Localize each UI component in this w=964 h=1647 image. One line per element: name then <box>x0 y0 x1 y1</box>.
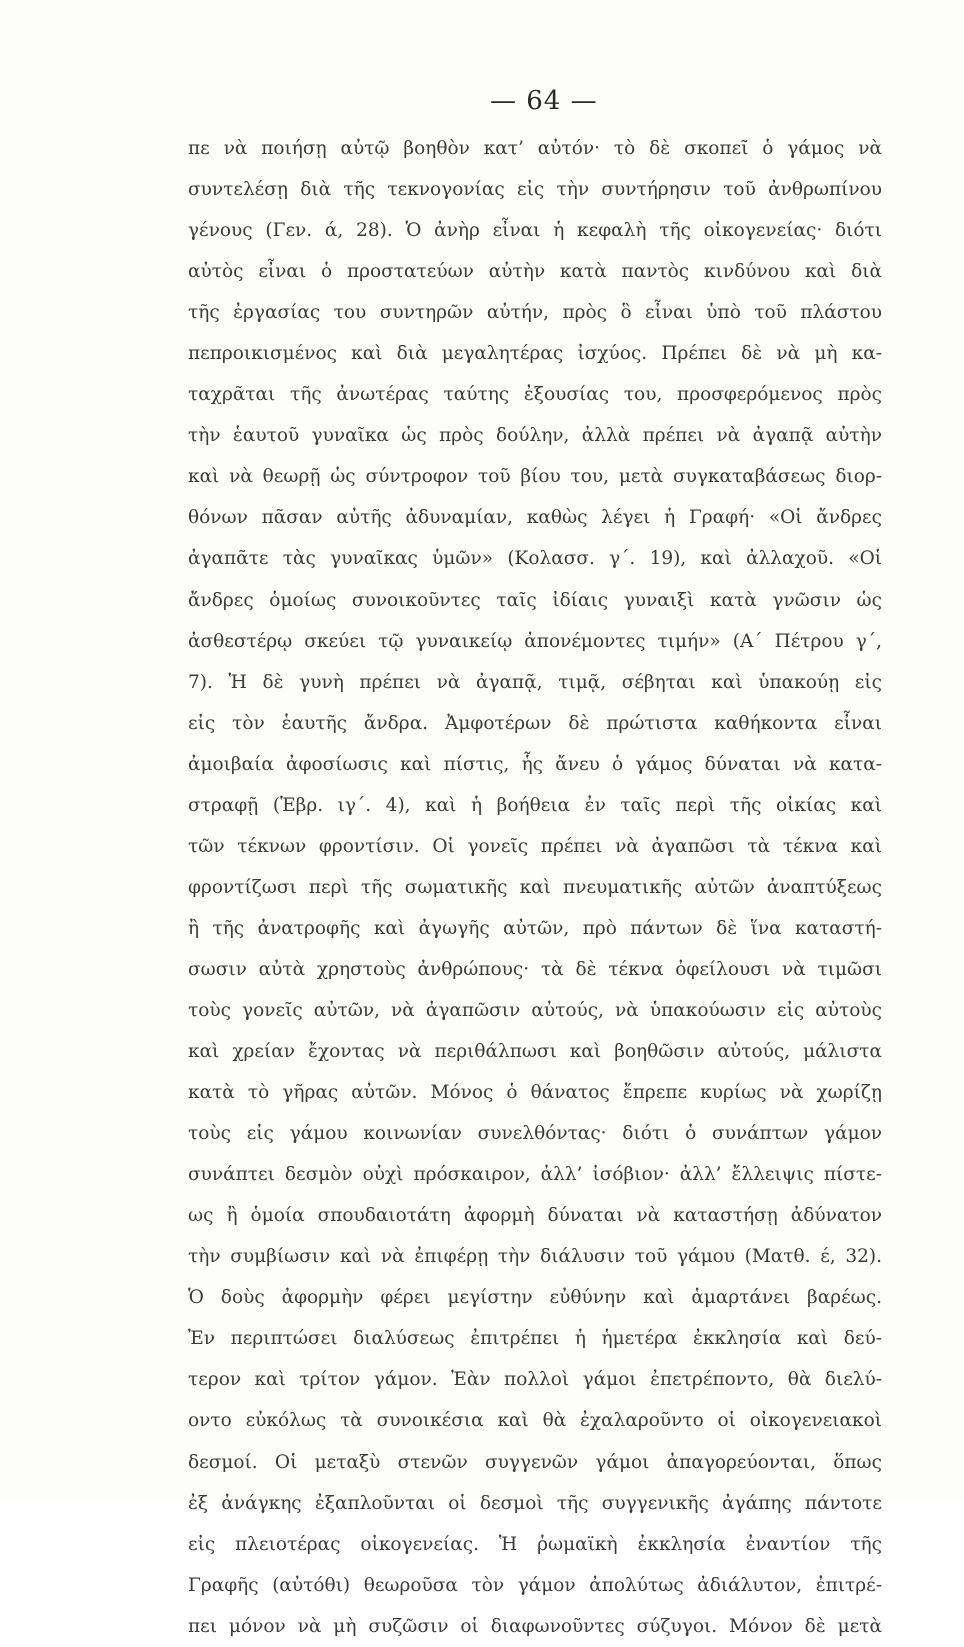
text-line: ἄνδρες ὁμοίως συνοικοῦντες ταῖς ἰδίαις γυναιξὶ κατὰ γνῶσιν ὡς <box>188 589 882 611</box>
page-number: — 64 — <box>490 86 598 116</box>
text-line: πει μόνον νὰ μὴ συζῶσιν οἱ διαφωνοῦντες σύζυγοι. Μόνον δὲ μετὰ <box>188 1615 882 1637</box>
text-line: 7). Ἡ δὲ γυνὴ πρέπει νὰ ἀγαπᾷ, τιμᾷ, σέβηται καὶ ὑπακούῃ εἰς <box>188 671 882 693</box>
text-line: Ἐν περιπτώσει διαλύσεως ἐπιτρέπει ἡ ἡμετέρα ἐκκλησία καὶ δεύ- <box>188 1328 882 1350</box>
text-line: ταχρᾶται τῆς ἀνωτέρας ταύτης ἐξουσίας του, προσφερόμενος πρὸς <box>188 384 882 406</box>
text-line: Ὁ δοὺς ἀφορμὴν φέρει μεγίστην εὐθύνην καὶ ἁμαρτάνει βαρέως. <box>188 1287 882 1309</box>
text-line: συνάπτει δεσμὸν οὐχὶ πρόσκαιρον, ἀλλ’ ἰσόβιον· ἀλλ’ ἔλλειψις πίστε- <box>188 1164 882 1186</box>
text-line: ἀγαπᾶτε τὰς γυναῖκας ὑμῶν» (Κολασσ. γ΄. 19), καὶ ἀλλαχοῦ. «Οἱ <box>188 548 882 570</box>
text-line: κατὰ τὸ γῆρας αὐτῶν. Μόνος ὁ θάνατος ἔπρεπε κυρίως νὰ χωρίζῃ <box>188 1082 882 1104</box>
text-line: τερον καὶ τρίτον γάμον. Ἐὰν πολλοὶ γάμοι ἐπετρέποντο, θὰ διελύ- <box>188 1369 882 1391</box>
text-line: εἰς τὸν ἑαυτῆς ἄνδρα. Ἀμφοτέρων δὲ πρώτιστα καθήκοντα εἶναι <box>188 712 882 734</box>
text-line: στραφῇ (Ἑβρ. ιγ΄. 4), καὶ ἡ βοήθεια ἐν ταῖς περὶ τῆς οἰκίας καὶ <box>188 794 882 816</box>
text-line: συντελέσῃ διὰ τῆς τεκνογονίας εἰς τὴν συντήρησιν τοῦ ἀνθρωπίνου <box>188 179 882 201</box>
text-line: αὐτὸς εἶναι ὁ προστατεύων αὐτὴν κατὰ παντὸς κινδύνου καὶ διὰ <box>188 261 882 283</box>
text-line: σωσιν αὐτὰ χρηστοὺς ἀνθρώπους· τὰ δὲ τέκνα ὀφείλουσι νὰ τιμῶσι <box>188 958 882 980</box>
text-line: τὴν ἑαυτοῦ γυναῖκα ὡς πρὸς δούλην, ἀλλὰ πρέπει νὰ ἀγαπᾷ αὐτὴν <box>188 425 882 447</box>
text-line: ἀσθεστέρῳ σκεύει τῷ γυναικείῳ ἀπονέμοντες τιμήν» (Α΄ Πέτρου γ΄, <box>188 630 882 652</box>
body-text <box>188 128 882 1647</box>
text-line: τῶν τέκνων φροντίσιν. Οἱ γονεῖς πρέπει νὰ ἀγαπῶσι τὰ τέκνα καὶ <box>188 835 882 857</box>
text-line: πεπροικισμένος καὶ διὰ μεγαλητέρας ἰσχύος. Πρέπει δὲ νὰ μὴ κα- <box>188 343 882 365</box>
text-line: ως ἢ ὁμοία σπουδαιοτάτη ἀφορμὴ δύναται νὰ καταστήσῃ ἀδύνατον <box>188 1205 882 1227</box>
text-line: τὴν συμβίωσιν καὶ νὰ ἐπιφέρῃ τὴν διάλυσιν τοῦ γάμου (Ματθ. έ, 32). <box>188 1246 882 1268</box>
text-line: ἐξ ἀνάγκης ἐξαπλοῦνται οἱ δεσμοὶ τῆς συγγενικῆς ἀγάπης πάντοτε <box>188 1492 882 1514</box>
text-line: θόνων πᾶσαν αὐτῆς ἀδυναμίαν, καθὼς λέγει ἡ Γραφή· «Οἱ ἄνδρες <box>188 507 882 529</box>
text-line: καὶ νὰ θεωρῇ ὡς σύντροφον τοῦ βίου του, μετὰ συγκαταβάσεως διορ- <box>188 466 882 488</box>
text-line: ἀμοιβαία ἀφοσίωσις καὶ πίστις, ἧς ἄνευ ὁ γάμος δύναται νὰ κατα- <box>188 753 882 775</box>
text-line: Γραφῆς (αὐτόθι) θεωροῦσα τὸν γάμον ἀπολύτως ἀδιάλυτον, ἐπιτρέ- <box>188 1574 882 1596</box>
text-line: τοὺς εἰς γάμου κοινωνίαν συνελθόντας· διότι ὁ συνάπτων γάμον <box>188 1123 882 1145</box>
text-line: τῆς ἐργασίας του συντηρῶν αὐτήν, πρὸς ὃ εἶναι ὑπὸ τοῦ πλάστου <box>188 302 882 324</box>
text-line: καὶ χρείαν ἔχοντας νὰ περιθάλπωσι καὶ βοηθῶσιν αὐτούς, μάλιστα <box>188 1041 882 1063</box>
text-line: φροντίζωσι περὶ τῆς σωματικῆς καὶ πνευματικῆς αὐτῶν ἀναπτύξεως <box>188 876 882 898</box>
text-line: ἢ τῆς ἀνατροφῆς καὶ ἀγωγῆς αὐτῶν, πρὸ πάντων δὲ ἵνα καταστή- <box>188 917 882 939</box>
text-line: πε νὰ ποιήσῃ αὐτῷ βοηθὸν κατ’ αὐτόν· τὸ δὲ σκοπεῖ ὁ γάμος νὰ <box>188 138 882 159</box>
text-line: οντο εὐκόλως τὰ συνοικέσια καὶ θὰ ἐχαλαροῦντο οἱ οἰκογενειακοὶ <box>188 1410 882 1432</box>
text-line: εἰς πλειοτέρας οἰκογενείας. Ἡ ῥωμαϊκὴ ἐκκλησία ἐναντίον τῆς <box>188 1533 882 1555</box>
text-line: γένους (Γεν. ά, 28). Ὁ ἀνὴρ εἶναι ἡ κεφαλὴ τῆς οἰκογενείας· διότι <box>188 220 882 242</box>
text-line: δεσμοί. Οἱ μεταξὺ στενῶν συγγενῶν γάμοι ἀπαγορεύονται, ὅπως <box>188 1451 882 1473</box>
text-line: τοὺς γονεῖς αὐτῶν, νὰ ἀγαπῶσιν αὐτούς, νὰ ὑπακούωσιν εἰς αὐτοὺς <box>188 999 882 1021</box>
